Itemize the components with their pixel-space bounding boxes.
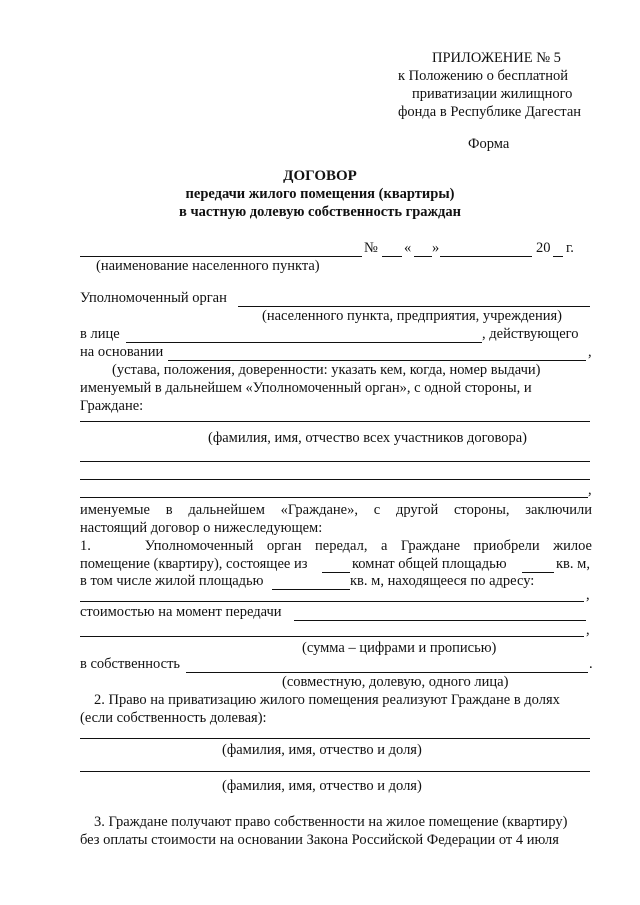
settlement-blank[interactable] <box>80 256 362 257</box>
participants-blank-2[interactable] <box>80 461 590 462</box>
settlement-hint: (наименование населенного пункта) <box>96 258 320 274</box>
clause3-line2: без оплаты стоимости на основании Закона Российской Федерации от 4 июля <box>80 832 559 848</box>
appendix-ref-line1: к Положению о бесплатной <box>398 68 569 84</box>
date-close-quote: » <box>432 240 440 256</box>
participants-blank-1[interactable] <box>80 421 590 422</box>
share-hint-2: (фамилия, имя, отчество и доля) <box>222 778 422 794</box>
basis-label: на основании <box>80 344 164 360</box>
number-sign: № <box>364 240 378 256</box>
clause1-line3-part1: в том числе жилой площадью <box>80 573 264 589</box>
sum-hint: (сумма – цифрами и прописью) <box>302 640 497 656</box>
participants-comma: , <box>588 482 592 498</box>
ownership-blank[interactable] <box>186 672 588 673</box>
cost-blank[interactable] <box>294 620 586 621</box>
form-label: Форма <box>468 136 510 152</box>
referred-citizens: именуемые в дальнейшем «Граждане», с другой стороны, заключили <box>80 502 592 518</box>
participants-blank-4[interactable] <box>80 497 588 498</box>
date-open-quote: « <box>404 240 412 256</box>
basis-blank[interactable] <box>168 360 586 361</box>
authority-blank[interactable] <box>238 306 590 307</box>
clause1-line1: 1. Уполномоченный орган передал, а Граждане приобрели жилое <box>80 538 592 554</box>
acting-label: , действующего <box>482 326 579 342</box>
cost-label: стоимостью на момент передачи <box>80 604 282 620</box>
basis-comma: , <box>588 344 592 360</box>
clause1-line2-part2: комнат общей площадью <box>352 556 507 572</box>
ownership-dot: . <box>589 656 593 672</box>
clause1-line3-part2: кв. м, находящееся по адресу: <box>350 573 535 589</box>
document-subtitle-1: передачи жилого помещения (квартиры) <box>185 186 455 202</box>
person-blank[interactable] <box>126 342 482 343</box>
year-suffix: г. <box>566 240 574 256</box>
participants-hint: (фамилия, имя, отчество всех участников договора) <box>208 430 528 446</box>
appendix-ref-line2: приватизации жилищного <box>412 86 573 102</box>
clause2-line2: (если собственность долевая): <box>80 710 267 726</box>
day-blank[interactable] <box>414 256 432 257</box>
share-blank-2[interactable] <box>80 771 590 772</box>
cost-comma: , <box>586 622 590 638</box>
clause2-line1: 2. Право на приватизацию жилого помещения реализуют Граждане в долях <box>94 692 560 708</box>
number-blank[interactable] <box>382 256 402 257</box>
share-blank-1[interactable] <box>80 738 590 739</box>
clause1-line2-part1: помещение (квартиру), состоящее из <box>80 556 308 572</box>
participants-blank-3[interactable] <box>80 479 590 480</box>
cost-blank-2[interactable] <box>80 636 584 637</box>
authority-label: Уполномоченный орган <box>80 290 227 306</box>
citizens-label: Граждане: <box>80 398 144 414</box>
year-prefix: 20 <box>536 240 551 256</box>
appendix-title: ПРИЛОЖЕНИЕ № 5 <box>432 50 561 66</box>
referred-authority: именуемый в дальнейшем «Уполномоченный орган», с одной стороны, и <box>80 380 532 396</box>
ownership-hint: (совместную, долевую, одного лица) <box>282 674 509 690</box>
share-hint-1: (фамилия, имя, отчество и доля) <box>222 742 422 758</box>
document-subtitle-2: в частную долевую собственность граждан <box>179 204 461 220</box>
month-blank[interactable] <box>440 256 532 257</box>
clause3-line1: 3. Граждане получают право собственности на жилое помещение (квартиру) <box>94 814 568 830</box>
document-title: ДОГОВОР <box>283 168 357 184</box>
rooms-count-blank[interactable] <box>322 572 350 573</box>
year-blank[interactable] <box>553 256 563 257</box>
authority-hint: (населенного пункта, предприятия, учреждения) <box>262 308 562 324</box>
concluded-line: настоящий договор о нижеследующем: <box>80 520 323 536</box>
address-comma: , <box>586 587 590 603</box>
person-label: в лице <box>80 326 120 342</box>
basis-hint: (устава, положения, доверенности: указать кем, когда, номер выдачи) <box>112 362 541 378</box>
appendix-ref-line3: фонда в Республике Дагестан <box>398 104 582 120</box>
clause1-line2-part3: кв. м, <box>556 556 590 572</box>
address-blank[interactable] <box>80 601 584 602</box>
living-area-blank[interactable] <box>272 589 350 590</box>
ownership-label: в собственность <box>80 656 181 672</box>
